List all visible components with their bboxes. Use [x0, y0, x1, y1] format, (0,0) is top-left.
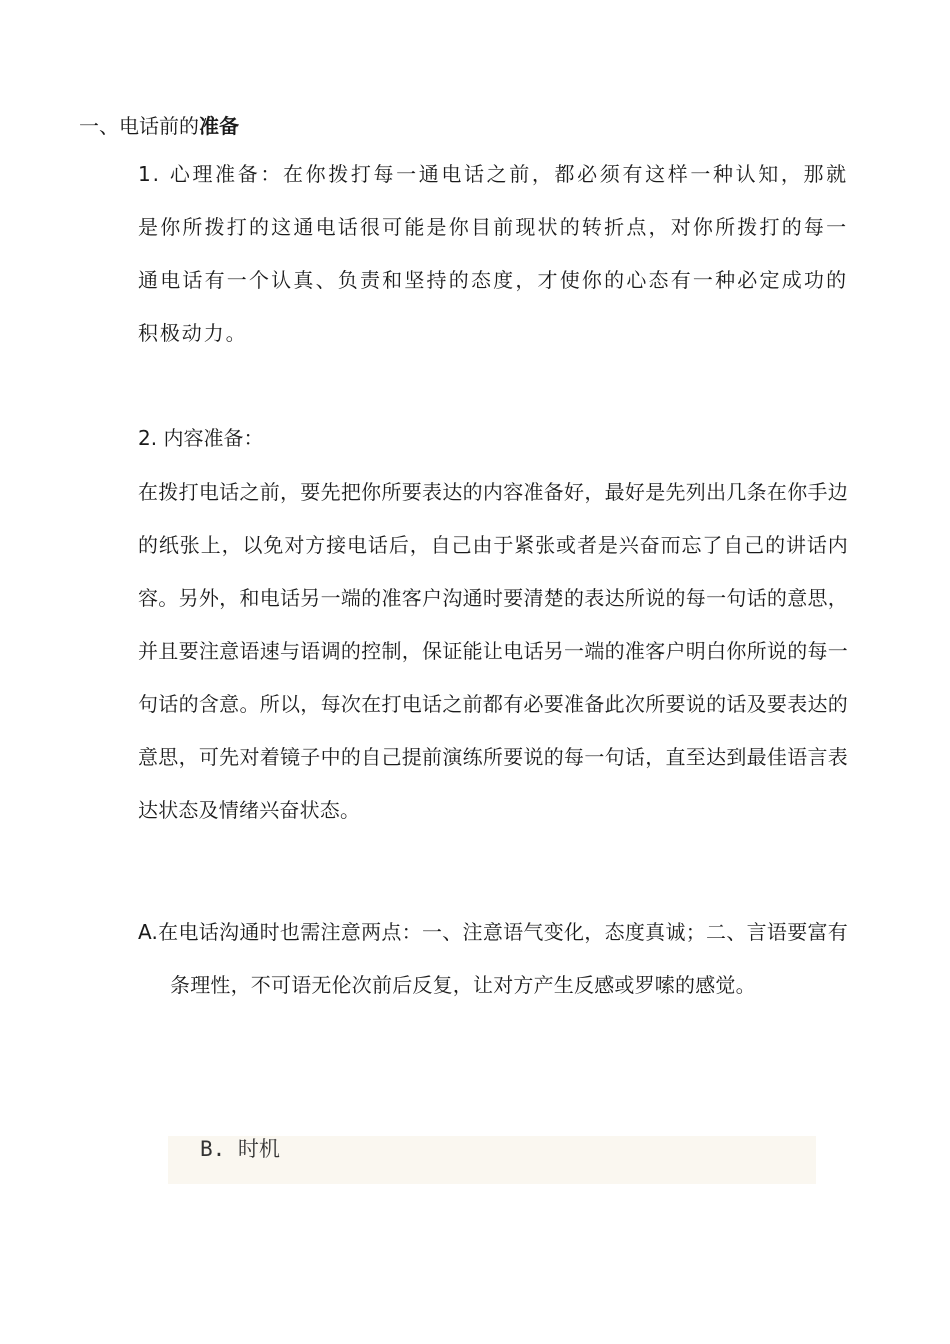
- item-1-text: 1. 心理准备：在你拨打每一通电话之前，都必须有这样一种认知，那就是你所拨打的这通电话很可能是你目前现状的转折点，对你所拨打的每一通电话有一个认真、负责和坚持的态度，才使你的心态有一种必定成功的积极动力。: [138, 162, 848, 345]
- item-2-paragraph: 在拨打电话之前，要先把你所要表达的内容准备好，最好是先列出几条在你手边的纸张上，以免对方接电话后，自己由于紧张或者是兴奋而忘了自己的讲话内容。另外，和电话另一端的准客户沟通时要清楚的表达所说的每一句话的意思，并且要注意语速与语调的控制，保证能让电话另一端的准客户明白你所说的每一句话的含意。所以，每次在打电话之前都有必要准备此次所要说的话及要表达的意思，可先对着镜子中的自己提前演练所要说的每一句话，直至达到最佳语言表达状态及情绪兴奋状态。: [138, 480, 848, 822]
- section-heading-prefix: 一、电话前的: [79, 114, 199, 138]
- point-a-paragraph: A.在电话沟通时也需注意两点：一、注意语气变化，态度真诚；二、言语要富有条理性，不可语无伦次前后反复，让对方产生反感或罗嗦的感觉。: [138, 920, 848, 997]
- point-b-bar: [168, 1136, 816, 1184]
- item-1-paragraph: [138, 148, 848, 360]
- item-2-heading: 2. 内容准备：: [138, 426, 264, 450]
- point-b-label: B. 时机: [200, 1137, 280, 1161]
- section-heading: [79, 111, 239, 141]
- section-heading-bold: 准备: [199, 114, 239, 138]
